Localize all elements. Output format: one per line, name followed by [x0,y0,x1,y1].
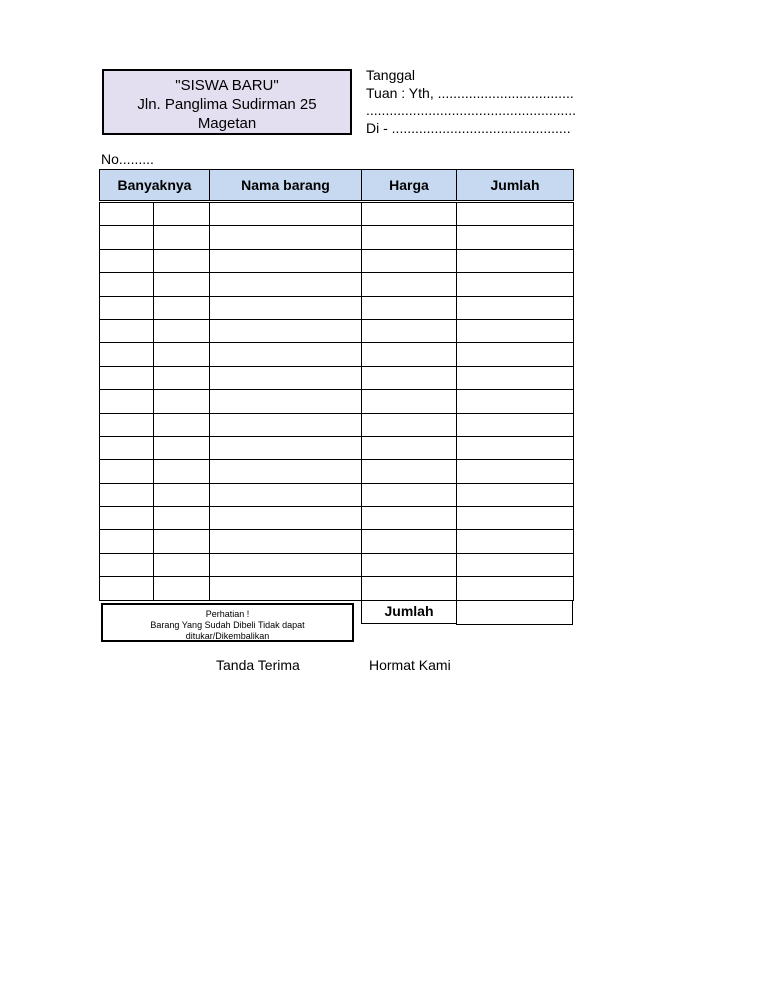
store-street: Jln. Panglima Sudirman 25 [137,96,317,113]
qty-cell[interactable] [100,319,154,342]
total-cell[interactable] [457,203,574,226]
price-cell[interactable] [362,203,457,226]
item-name-cell[interactable] [210,343,362,366]
total-cell[interactable] [457,413,574,436]
unit-cell[interactable] [154,553,210,576]
item-name-cell[interactable] [210,366,362,389]
price-cell[interactable] [362,343,457,366]
item-name-cell[interactable] [210,577,362,600]
notice-box [101,603,354,642]
table-row [100,483,574,506]
qty-cell[interactable] [100,483,154,506]
table-row [100,226,574,249]
price-cell[interactable] [362,553,457,576]
price-cell[interactable] [362,226,457,249]
total-cell[interactable] [457,507,574,530]
signature-sender: Hormat Kami [369,657,451,673]
qty-cell[interactable] [100,507,154,530]
unit-cell[interactable] [154,507,210,530]
total-cell[interactable] [457,577,574,600]
price-cell[interactable] [362,507,457,530]
item-name-cell[interactable] [210,226,362,249]
item-name-cell[interactable] [210,507,362,530]
grand-total-field[interactable] [456,600,573,625]
price-cell[interactable] [362,436,457,459]
item-name-cell[interactable] [210,273,362,296]
table-row [100,249,574,272]
unit-cell[interactable] [154,366,210,389]
qty-cell[interactable] [100,577,154,600]
total-cell[interactable] [457,249,574,272]
price-cell[interactable] [362,390,457,413]
qty-cell[interactable] [100,226,154,249]
total-cell[interactable] [457,366,574,389]
table-row [100,203,574,226]
item-name-cell[interactable] [210,296,362,319]
total-cell[interactable] [457,343,574,366]
table-row [100,436,574,459]
qty-cell[interactable] [100,436,154,459]
total-cell[interactable] [457,226,574,249]
unit-cell[interactable] [154,203,210,226]
total-cell[interactable] [457,483,574,506]
total-cell[interactable] [457,553,574,576]
notice-title: Perhatian ! [205,609,250,619]
recipient-to-line: Tuan : Yth, ................................... [366,84,574,101]
signature-receiver: Tanda Terima [216,657,300,673]
recipient-di-line: Di - .............................................. [366,119,571,136]
total-cell[interactable] [457,319,574,342]
price-cell[interactable] [362,273,457,296]
table-row [100,390,574,413]
item-name-cell[interactable] [210,413,362,436]
store-info-box [102,69,352,135]
unit-cell[interactable] [154,296,210,319]
price-cell[interactable] [362,577,457,600]
qty-cell[interactable] [100,460,154,483]
qty-cell[interactable] [100,390,154,413]
grand-total-label: Jumlah [361,600,456,624]
item-name-cell[interactable] [210,460,362,483]
item-name-cell[interactable] [210,249,362,272]
qty-cell[interactable] [100,366,154,389]
total-cell[interactable] [457,390,574,413]
header-total: Jumlah [457,170,574,201]
total-cell[interactable] [457,530,574,553]
table-row [100,273,574,296]
recipient-block [366,67,576,137]
price-cell[interactable] [362,366,457,389]
table-row [100,413,574,436]
price-cell[interactable] [362,296,457,319]
table-row [100,577,574,600]
price-cell[interactable] [362,530,457,553]
recipient-extra-line: ...................................................... [366,102,577,118]
price-cell[interactable] [362,319,457,342]
unit-cell[interactable] [154,436,210,459]
table-row [100,460,574,483]
price-cell[interactable] [362,483,457,506]
qty-cell[interactable] [100,249,154,272]
item-name-cell[interactable] [210,483,362,506]
price-cell[interactable] [362,249,457,272]
item-name-cell[interactable] [210,390,362,413]
price-cell[interactable] [362,413,457,436]
notice-line-2: ditukar/Dikembalikan [185,631,270,641]
store-name: "SISWA BARU" [175,77,279,94]
qty-cell[interactable] [100,413,154,436]
table-row [100,507,574,530]
unit-cell[interactable] [154,390,210,413]
table-row [100,553,574,576]
unit-cell[interactable] [154,413,210,436]
notice-line-1: Barang Yang Sudah Dibeli Tidak dapat [150,620,305,630]
table-header-row [100,170,574,201]
header-item-name: Nama barang [210,170,362,201]
nota-number: No......... [101,151,154,167]
unit-cell[interactable] [154,249,210,272]
table-row [100,296,574,319]
unit-cell[interactable] [154,319,210,342]
unit-cell[interactable] [154,577,210,600]
total-cell[interactable] [457,273,574,296]
item-name-cell[interactable] [210,530,362,553]
total-cell[interactable] [457,296,574,319]
item-name-cell[interactable] [210,553,362,576]
table-row [100,343,574,366]
table-row [100,319,574,342]
price-cell[interactable] [362,460,457,483]
item-name-cell[interactable] [210,319,362,342]
header-qty: Banyaknya [100,170,210,201]
unit-cell[interactable] [154,343,210,366]
qty-cell[interactable] [100,553,154,576]
store-city: Magetan [197,115,257,132]
item-name-cell[interactable] [210,436,362,459]
total-cell[interactable] [457,436,574,459]
qty-cell[interactable] [100,343,154,366]
table-row [100,366,574,389]
date-label: Tanggal [366,67,416,83]
qty-cell[interactable] [100,273,154,296]
unit-cell[interactable] [154,226,210,249]
qty-cell[interactable] [100,203,154,226]
item-name-cell[interactable] [210,203,362,226]
unit-cell[interactable] [154,483,210,506]
unit-cell[interactable] [154,530,210,553]
table-row [100,530,574,553]
items-table [99,169,574,601]
total-cell[interactable] [457,460,574,483]
table-body [100,201,574,601]
qty-cell[interactable] [100,530,154,553]
header-price: Harga [362,170,457,201]
qty-cell[interactable] [100,296,154,319]
unit-cell[interactable] [154,460,210,483]
unit-cell[interactable] [154,273,210,296]
